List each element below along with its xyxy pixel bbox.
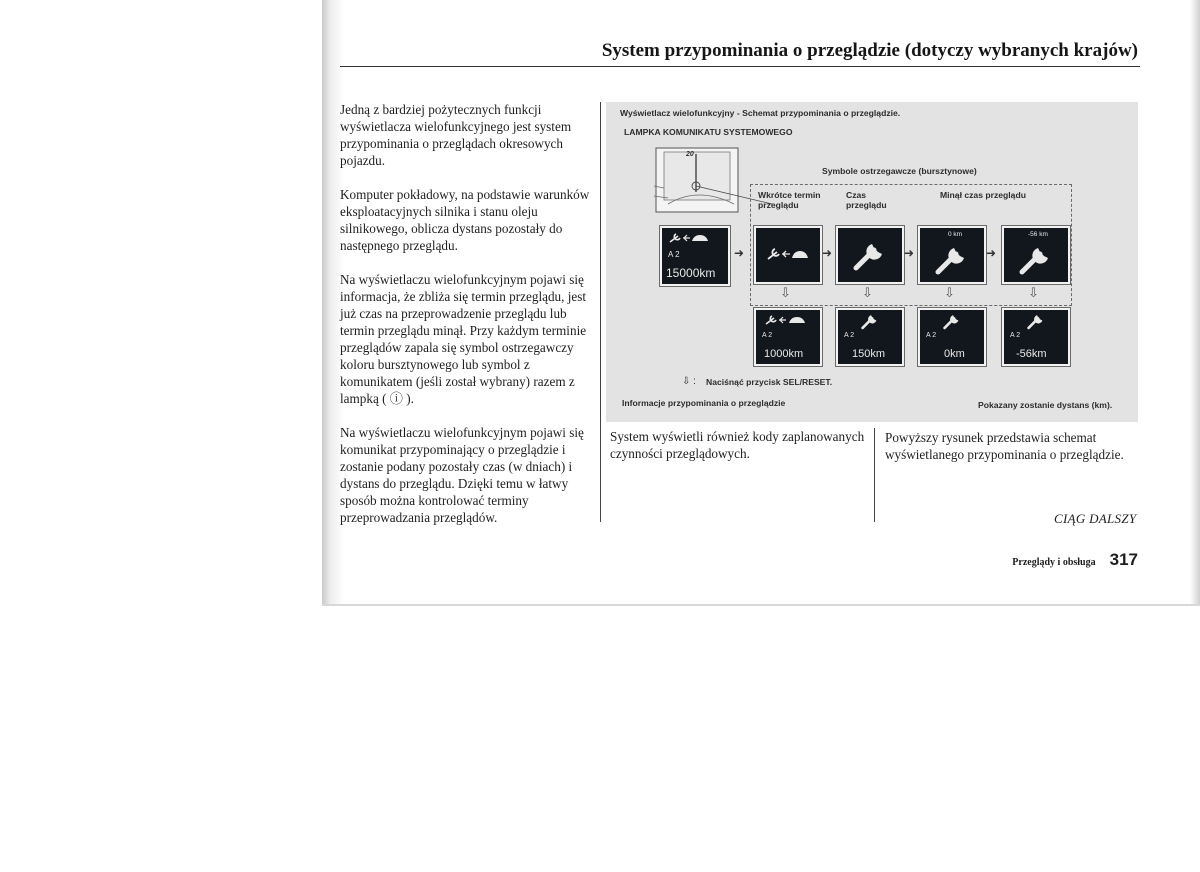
mode-indicator: A 2 [926, 332, 937, 339]
page-number: 317 [1109, 550, 1138, 569]
reminder-diagram [606, 102, 1138, 422]
down-arrow-icon: ⇩ [1028, 286, 1039, 301]
mode-indicator: A 2 [1010, 332, 1021, 339]
wrench-icon [1026, 312, 1046, 330]
paragraph-4: Na wyświetlaczu wielofunkcyjnym pojawi się komunikat przypominający o przeglądzie i zostanie podany pozostały czas (w dniach) i dystans do przeglądu. Dzięki temu w łatwy sposób można kontrolować terminy przeprowadzania przeglądów. [340, 425, 584, 525]
column-divider-2 [874, 428, 875, 522]
stage-soon-label: Wkrótce termin przeglądu [758, 190, 821, 210]
distance-caption: Pokazany zostanie dystans (km). [978, 400, 1113, 410]
wrench-icon [1018, 242, 1054, 276]
display-passed-message-zero [918, 308, 986, 366]
display-soon-message [754, 308, 822, 366]
down-arrow-icon: ⇩ [862, 286, 873, 301]
column-divider-1 [600, 102, 601, 522]
display-passed-message-negative [1002, 308, 1070, 366]
lamp-label: LAMPKA KOMUNIKATU SYSTEMOWEGO [624, 127, 793, 137]
paragraph-2: Komputer pokładowy, na podstawie warunków eksploatacyjnych silnika i stanu oleju silnikowego, oblicza dystans pozostały do następnego przeglądu. [340, 187, 590, 253]
display-time-message [836, 308, 904, 366]
mode-indicator: A 2 [668, 250, 680, 259]
distance-remaining: 1000km [764, 348, 804, 360]
wrench-car-icon [668, 231, 710, 245]
wrench-car-icon [766, 246, 810, 262]
paragraph-1: Jedną z bardziej pożytecznych funkcji wyświetlacza wielofunkcyjnego jest system przypominania o przeglądach okresowych pojazdu. [340, 102, 572, 168]
arrow-right-icon: ➜ [986, 246, 997, 260]
page-title: System przypominania o przeglądzie (dotyczy wybranych krajów) [601, 40, 1138, 61]
arrow-right-icon: ➜ [904, 246, 915, 260]
display-time-symbol [836, 226, 904, 284]
arrow-right-icon: ➜ [734, 246, 745, 260]
middle-column-text: System wyświetli również kody zaplanowanych czynności przeglądowych. [610, 429, 865, 461]
page-edge [1190, 0, 1200, 604]
mode-indicator: A 2 [762, 332, 773, 339]
press-symbol: ⇩ : [682, 376, 696, 387]
page-footer [1012, 550, 1138, 570]
distance-readout: 0 km [948, 231, 963, 238]
gauge-number: 20 [686, 151, 694, 158]
wrench-car-icon [764, 313, 808, 327]
down-arrow-icon: ⇩ [944, 286, 955, 301]
display-normal [660, 226, 730, 286]
left-column [340, 101, 596, 543]
down-arrow-icon: ⇩ [780, 286, 791, 301]
paragraph-3: Na wyświetlaczu wielofunkcyjnym pojawi się informacja, że zbliża się termin przeglądu, jest już czas na przeprowadzenie przeglądu lub termin przeglądu minął. Przy każdym terminie przeglądów zapala się symbol ostrzegawczy koloru bursztynowego lub symbol z komunikatem (jeśli został wybrany) razem z lampką ( ⓘ ). [340, 272, 587, 406]
stage-time-label: Czas przeglądu [846, 190, 887, 210]
wrench-icon [934, 242, 970, 276]
display-soon-symbol [754, 226, 822, 284]
info-caption: Informacje przypominania o przeglądzie [622, 398, 786, 408]
distance-remaining: 150km [852, 348, 886, 360]
stage-passed-label: Minął czas przeglądu [940, 190, 1026, 200]
wrench-icon [860, 312, 880, 330]
footer-section: Przeglądy i obsługa [1012, 557, 1096, 568]
wrench-icon [942, 312, 962, 330]
distance-remaining: 0km [944, 348, 965, 360]
arrow-right-icon: ➜ [822, 246, 833, 260]
display-passed-negative [1002, 226, 1070, 284]
odometer-value: 15000km [666, 266, 716, 280]
press-legend: Naciśnąć przycisk SEL/RESET. [706, 377, 833, 387]
distance-remaining: -56km [1016, 348, 1047, 360]
wrench-icon [852, 238, 888, 272]
title-rule [340, 66, 1140, 67]
continued-label: CIĄG DALSZY [1054, 511, 1137, 526]
diagram-title: Wyświetlacz wielofunkcyjny - Schemat przypominania o przeglądzie. [620, 108, 901, 118]
right-column-text: Powyższy rysunek przedstawia schemat wyświetlanego przypominania o przeglądzie. [885, 430, 1124, 462]
mode-indicator: A 2 [844, 332, 855, 339]
distance-readout: -56 km [1028, 231, 1048, 238]
display-passed-zero [918, 226, 986, 284]
symbols-label: Symbole ostrzegawcze (bursztynowe) [822, 166, 977, 176]
